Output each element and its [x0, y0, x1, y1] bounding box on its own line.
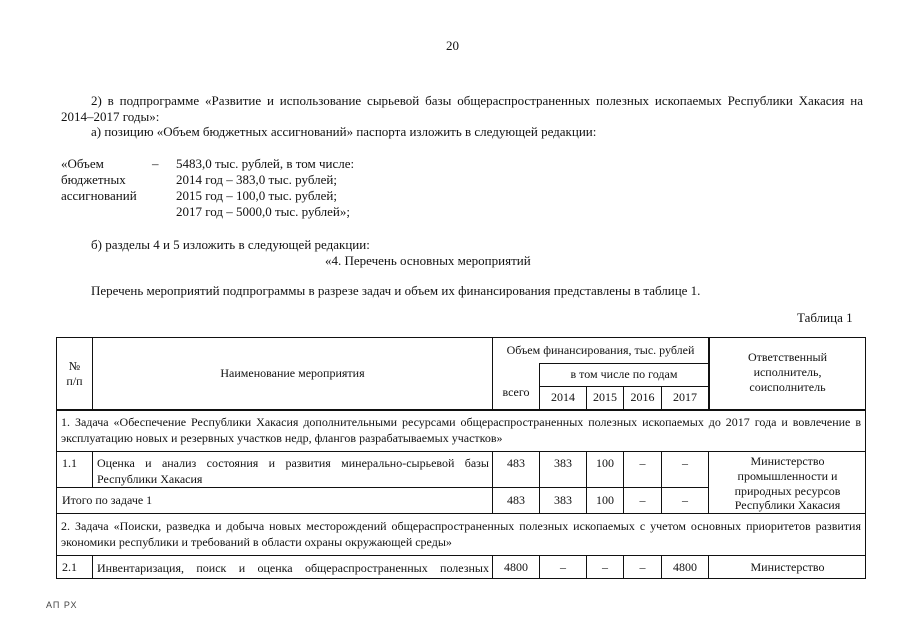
- header-num-line-2: п/п: [66, 374, 83, 388]
- row-1-1-name: Оценка и анализ состояния и развития минерально-сырьевой базы Республики Хакасия: [97, 456, 489, 486]
- responsible-1-line-2: промышленности и: [737, 469, 838, 483]
- budget-label-line-1: «Объем: [61, 156, 104, 171]
- row-2-1-2016: –: [639, 560, 646, 574]
- row-2-1-2015: –: [602, 560, 608, 574]
- paragraph-sections: б) разделы 4 и 5 изложить в следующей редакции:: [91, 237, 370, 252]
- row-2-1-num: 2.1: [62, 560, 77, 574]
- paragraph-table-intro: Перечень мероприятий подпрограммы в разрезе задач и объем их финансирования представлены в таблице 1.: [91, 283, 701, 298]
- budget-value-line-4: 2017 год – 5000,0 тыс. рублей»;: [176, 204, 350, 219]
- task-2-heading: 2. Задача «Поиски, разведка и добыча новых месторождений общераспространенных полезных ископаемых с учетом основных приоритетов развития экономики республики и требований в области охраны окружающей среды»: [61, 519, 861, 549]
- responsible-1-line-4: Республики Хакасия: [734, 498, 841, 512]
- row-1-1-2016: –: [639, 456, 646, 470]
- scan-mark: АП РХ: [46, 600, 78, 610]
- header-year-2017: 2017: [673, 390, 697, 404]
- row-2-1-name: Инвентаризация, поиск и оценка общераспространенных полезных: [97, 561, 489, 575]
- header-year-2014: 2014: [551, 390, 575, 404]
- budget-value-line-3: 2015 год – 100,0 тыс. рублей;: [176, 188, 337, 203]
- header-funding: Объем финансирования, тыс. рублей: [506, 343, 695, 357]
- header-activity-name: Наименование мероприятия: [220, 366, 365, 380]
- subtotal-1-2016: –: [639, 493, 646, 507]
- budget-label-line-3: ассигнований: [61, 188, 137, 203]
- header-responsible-line-3: соисполнитель: [749, 380, 826, 394]
- row-2-1-2017: 4800: [673, 560, 697, 574]
- subtotal-1-2014: 383: [554, 493, 572, 507]
- table-caption: Таблица 1: [797, 310, 853, 325]
- header-responsible-line-2: исполнитель,: [753, 365, 822, 379]
- row-2-1-total: 4800: [504, 560, 528, 574]
- header-responsible-line-1: Ответственный: [747, 350, 828, 364]
- responsible-1-line-3: природных ресурсов: [734, 484, 841, 498]
- subtotal-1-2017: –: [682, 493, 688, 507]
- budget-value-line-1: 5483,0 тыс. рублей, в том числе:: [176, 156, 355, 171]
- budget-label-line-2: бюджетных: [61, 172, 126, 187]
- row-1-1-total: 483: [507, 456, 525, 470]
- row-2-1-2014: –: [560, 560, 566, 574]
- header-year-2016: 2016: [630, 390, 655, 404]
- row-2-1-responsible: Министерство: [750, 560, 825, 574]
- paragraph-passport-position: а) позицию «Объем бюджетных ассигнований» паспорта изложить в следующей редакции:: [91, 124, 597, 139]
- responsible-1-line-1: Министерство: [750, 454, 825, 468]
- budget-dash: –: [152, 156, 159, 171]
- subtotal-1-2015: 100: [596, 493, 614, 507]
- header-by-years: в том числе по годам: [570, 367, 678, 381]
- task-1-heading: 1. Задача «Обеспечение Республики Хакасия дополнительными ресурсами общераспространенных полезных ископаемых до 2017 года и вовлечение в эксплуатацию новых и резервных участков недр, флангов разрабатываемых участков»: [61, 415, 861, 445]
- row-1-1-2014: 383: [554, 456, 572, 470]
- row-1-1-num: 1.1: [62, 456, 77, 470]
- section-title: «4. Перечень основных мероприятий: [325, 253, 531, 268]
- subtotal-1-label: Итого по задаче 1: [62, 493, 153, 507]
- paragraph-subprogram: 2) в подпрограмме «Развитие и использование сырьевой базы общераспространенных полезных ископаемых Республики Хакасия на 2014–2017 годы»:: [61, 93, 863, 124]
- page-number: 20: [446, 38, 459, 53]
- header-year-2015: 2015: [593, 390, 617, 404]
- subtotal-1-total: 483: [507, 493, 525, 507]
- budget-value-line-2: 2014 год – 383,0 тыс. рублей;: [176, 172, 337, 187]
- row-1-1-2015: 100: [596, 456, 614, 470]
- header-num-line-1: №: [68, 359, 81, 373]
- header-total: всего: [502, 385, 530, 399]
- row-1-1-2017: –: [682, 456, 688, 470]
